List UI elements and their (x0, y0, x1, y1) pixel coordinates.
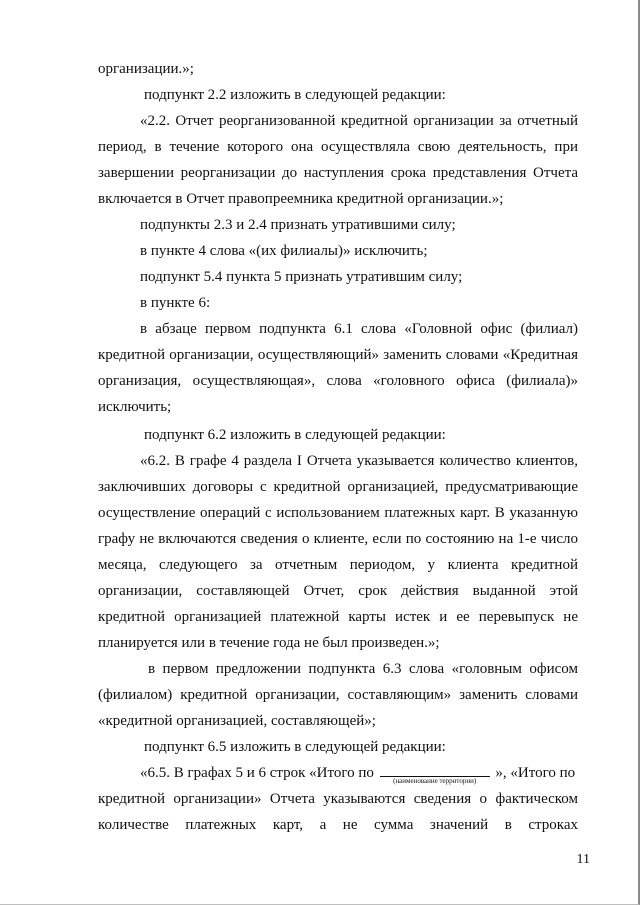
text-fragment: », «Итого по (495, 765, 576, 781)
text-line: «кредитной организацией, составляющей»; (98, 713, 376, 729)
text-line: подпункты 2.3 и 2.4 признать утратившими силу; (140, 217, 456, 233)
text-line: «6.2. В графе 4 раздела I Отчета указывается количество клиентов, (140, 453, 578, 469)
page-number: 11 (576, 852, 590, 867)
text-line: исключить; (98, 399, 172, 415)
text-line: организация, осуществляющая», слова «головного офиса (филиала)» (98, 373, 578, 389)
text-line: завершении реорганизации до наступления срока представления Отчета (98, 165, 578, 181)
territory-caption: (наименование территории) (393, 777, 477, 785)
text-line: организации.»; (98, 61, 194, 77)
text-line: в пункте 6: (140, 295, 211, 311)
text-line: количестве платежных карт, а не сумма значений в строках (98, 817, 578, 833)
text-line: заключивших договоры с кредитной организацией, предусматривающие (98, 479, 578, 495)
text-line: планируется или в течение года не был произведен.»; (98, 635, 440, 651)
text-line: осуществление операций с использованием платежных карт. В указанную (98, 505, 578, 521)
text-line: период, в течение которого она осуществляла свою деятельность, при (98, 139, 578, 155)
text-line: подпункт 6.5 изложить в следующей редакции: (144, 739, 446, 755)
text-line: подпункт 2.2 изложить в следующей редакции: (144, 87, 446, 103)
text-line: кредитной организации, осуществляющий» заменить словами «Кредитная (98, 347, 578, 363)
text-line: кредитной организацией платежной карты истек и ее перевыпуск не (98, 609, 578, 625)
text-line: (филиалом) кредитной организации, составляющим» заменить словами (98, 687, 578, 703)
text-line: графу не включаются сведения о клиенте, если по состоянию на 1-е число (98, 531, 578, 547)
text-line: в абзаце первом подпункта 6.1 слова «Головной офис (филиал) (140, 321, 578, 337)
text-line: организации, составляющей Отчет, срок действия выданной этой (98, 583, 578, 599)
text-line: в первом предложении подпункта 6.3 слова «головным офисом (148, 661, 578, 677)
text-fragment: «6.5. В графах 5 и 6 строк «Итого по (140, 765, 374, 781)
text-line-with-blank (140, 762, 578, 784)
text-line: месяца, следующего за отчетным периодом, у клиента кредитной (98, 557, 578, 573)
text-line: в пункте 4 слова «(их филиалы)» исключить; (140, 243, 428, 259)
text-line: включается в Отчет правопреемника кредитной организации.»; (98, 191, 504, 207)
territory-blank-line (380, 762, 490, 785)
text-line: кредитной организации» Отчета указываются сведения о фактическом (98, 791, 578, 807)
text-line: подпункт 6.2 изложить в следующей редакции: (144, 427, 446, 443)
text-line: подпункт 5.4 пункта 5 признать утратившим силу; (140, 269, 463, 285)
text-line: «2.2. Отчет реорганизованной кредитной организации за отчетный (140, 113, 578, 129)
